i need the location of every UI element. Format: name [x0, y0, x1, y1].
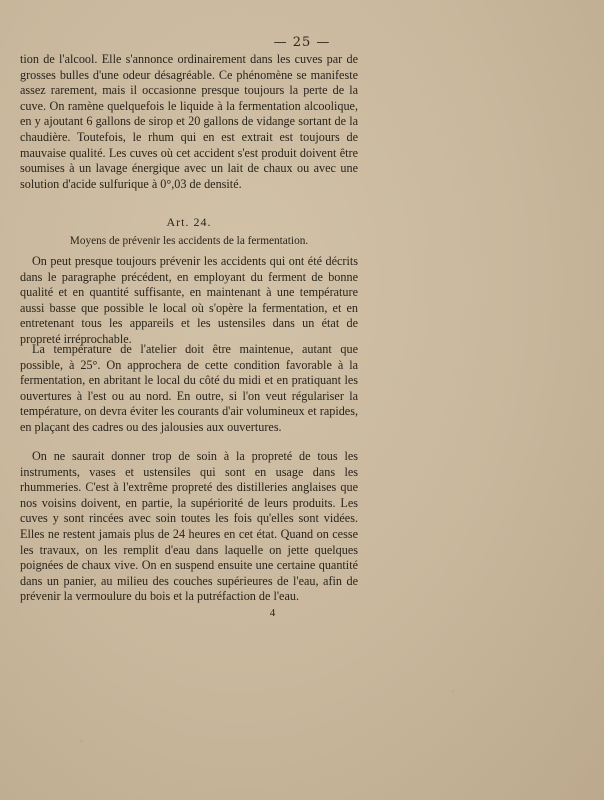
article-subtitle: Moyens de prévenir les accidents de la fermentation.: [69, 235, 309, 247]
article-title: Art. 24.: [166, 215, 212, 229]
signature-mark: 4: [269, 607, 276, 619]
paragraph-3: La température de l'atelier doit être maintenue, autant que possible, à 25°. On approchera de cette condition favorable à la fermentation, en abritant le local du côté du midi et en pratiquant les ouvertures à l'est ou au nord. En outre, si l'on veut régulariser la température, on devra éviter les courants d'air volumineux et rapides, en plaçant des cadres ou des jalousies aux ouvertures.: [20, 342, 358, 434]
paragraph-1: tion de l'alcool. Elle s'annonce ordinairement dans les cuves par de grosses bulles d'une odeur désagréable. Ce phénomène se manifeste assez rarement, mais il occasionne presque toujours la perte de la cuve. On ramène quelquefois le liquide à la fermentation alcoolique, en y ajoutant 6 gallons de sirop et 20 gallons de vidange sortant de la chaudière. Toutefois, le rhum qui en est extrait est toujours de mauvaise qualité. Les cuves où cet accident s'est produit doivent être soumises à un lavage énergique avec un lait de chaux ou avec une solution d'acide sulfurique à 0°,03 de densité.: [20, 52, 358, 191]
paragraph-2: On peut presque toujours prévenir les accidents qui ont été décrits dans le paragraphe précédent, en employant du ferment de bonne qualité et en quantité suffisante, en maintenant à une température aussi basse que possible le local où s'opère la fermentation, et en entretenant tous les appareils et les ustensiles dans un état de propreté irréprochable.: [20, 254, 358, 346]
paragraph-4: On ne saurait donner trop de soin à la propreté de tous les instruments, vases et ustensiles qui sont en usage dans les rhummeries. C'est à l'extrême propreté des distilleries anglaises que nos voisins doivent, en partie, la supériorité de leurs produits. Les cuves y sont rincées avec soin toutes les fois qu'elles sont vidées. Elles ne restent jamais plus de 24 heures en cet état. Quand on cesse les travaux, on les remplit d'eau dans laquelle on jette quelques poignées de chaux vive. On en suspend ensuite une certaine quantité dans un panier, au milieu des couches supérieures de l'eau, afin de prévenir la vermoulure du bois et la putréfaction de l'eau.: [20, 449, 358, 604]
page-number: — 25 —: [273, 35, 331, 50]
